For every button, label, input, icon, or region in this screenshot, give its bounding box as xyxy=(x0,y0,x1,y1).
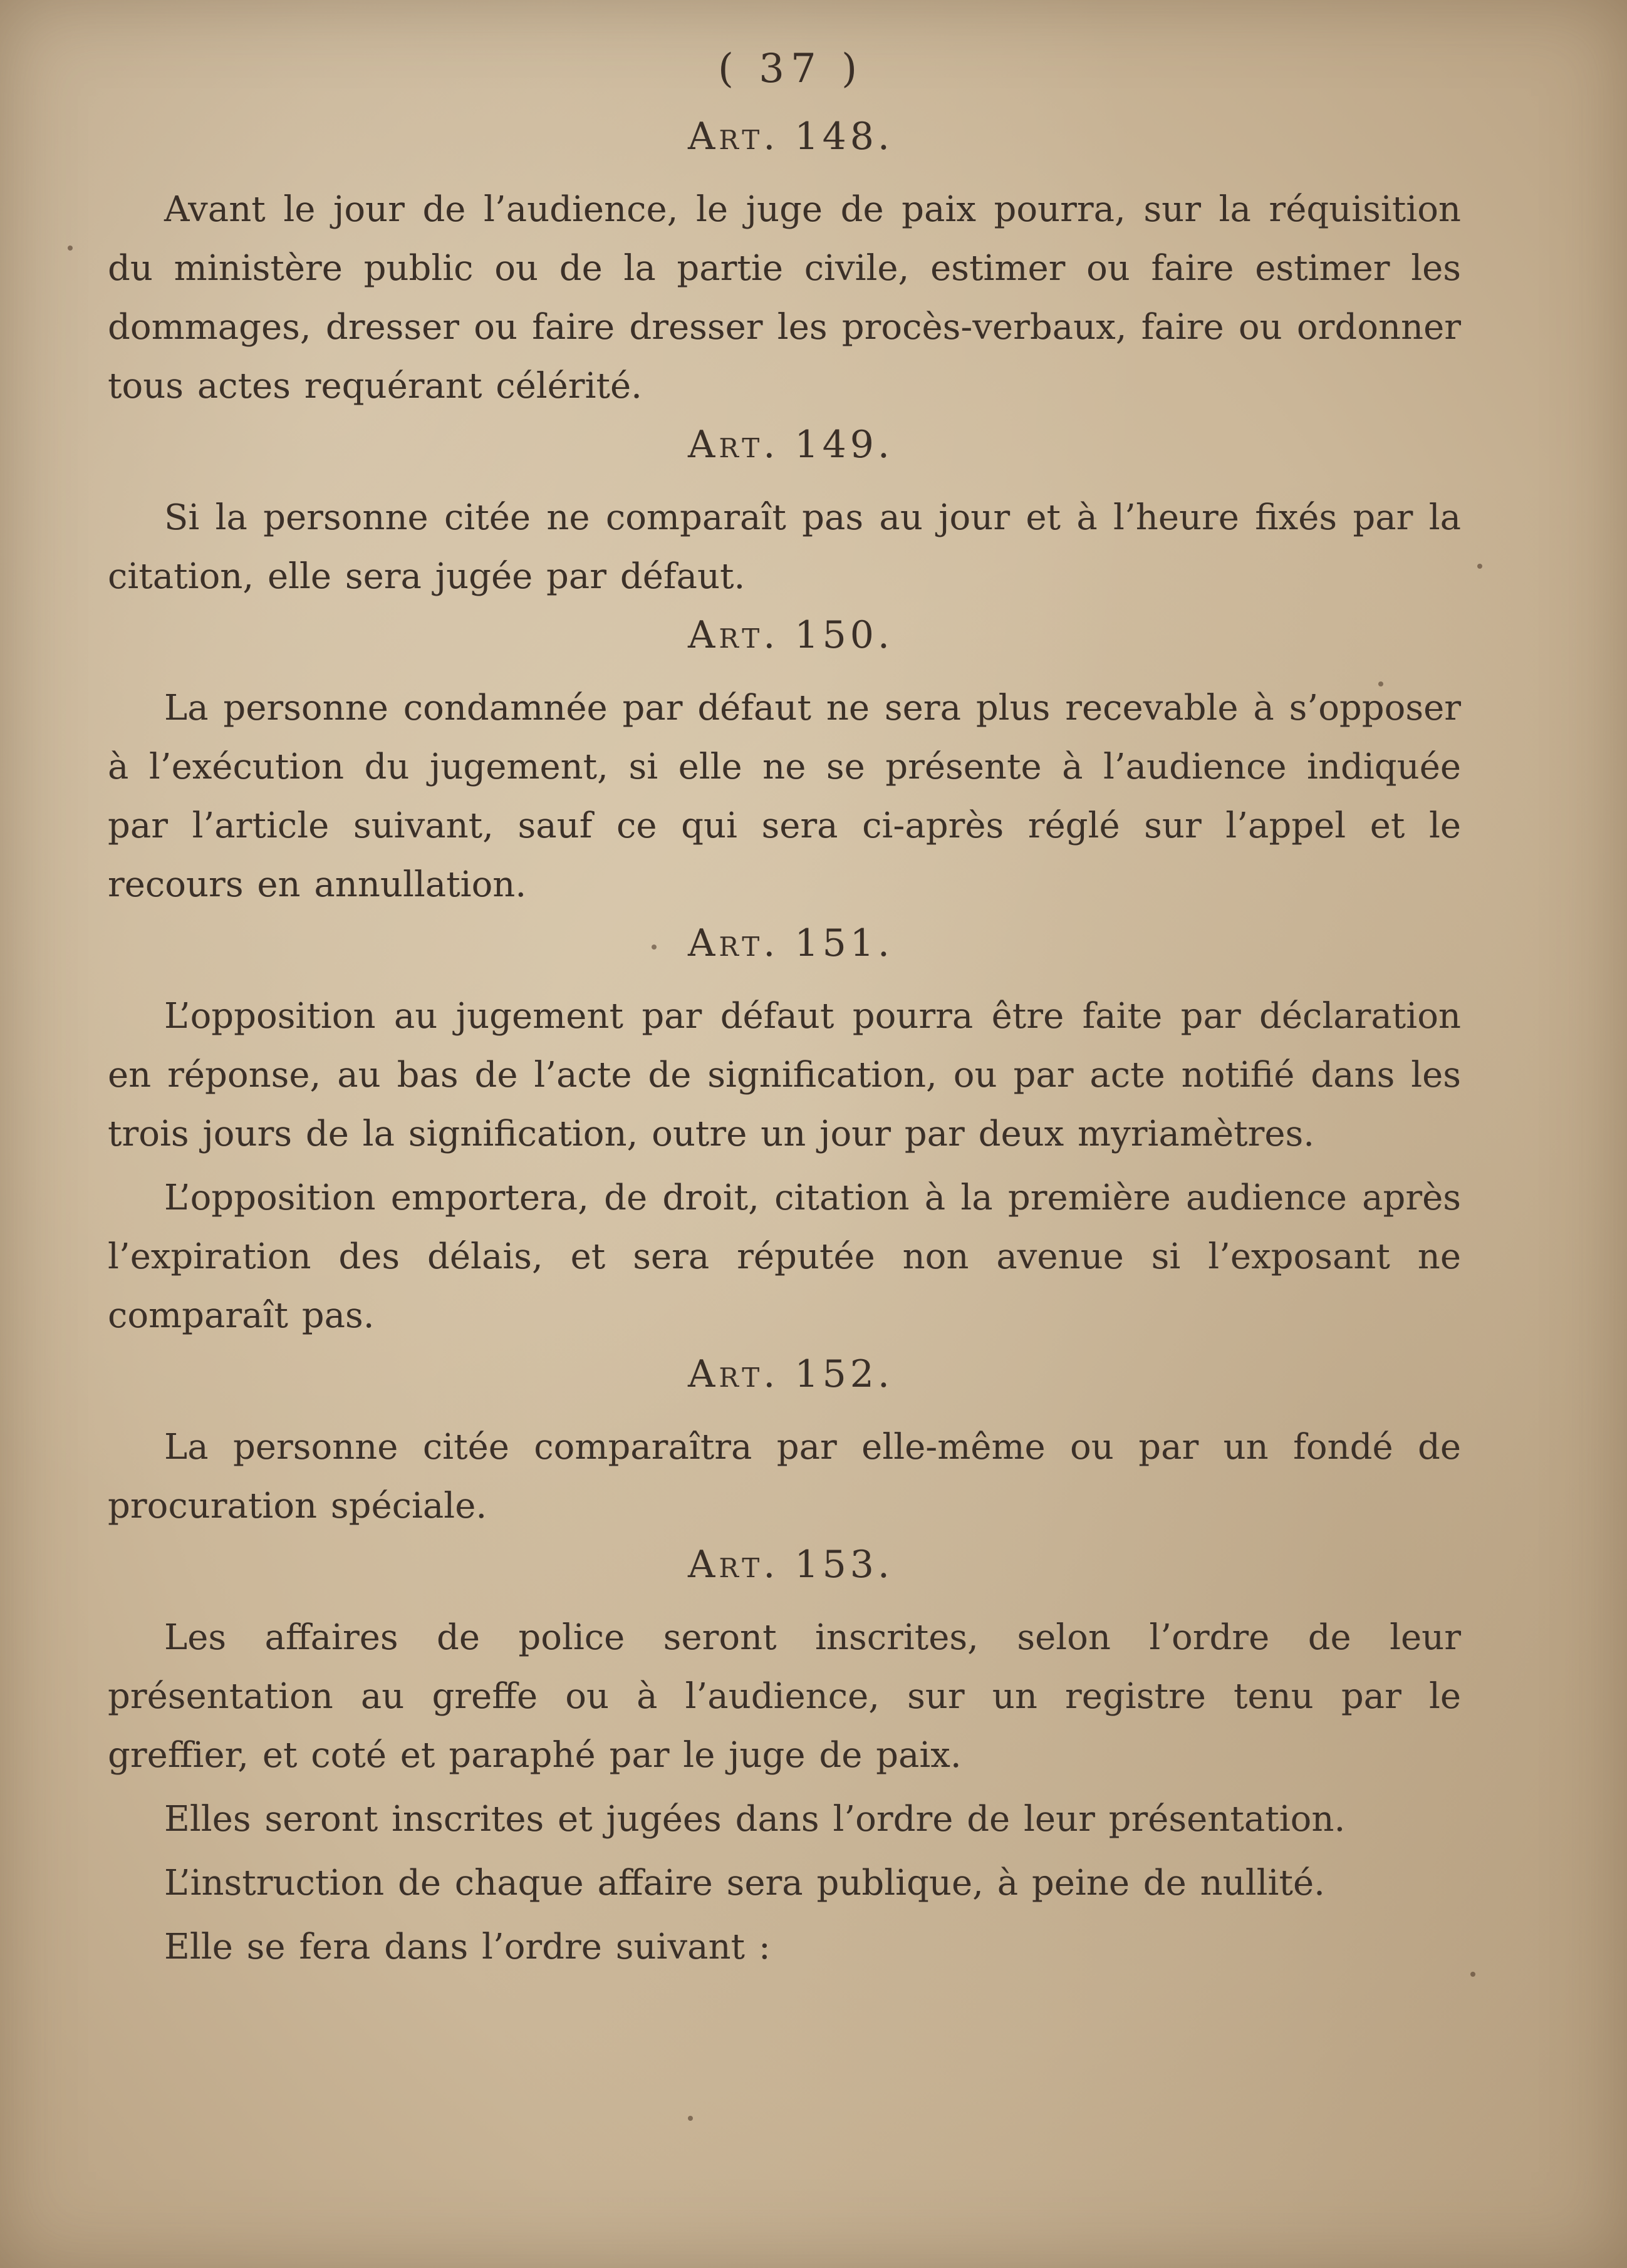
article-heading: Art. 149. xyxy=(688,423,893,467)
paper-speck xyxy=(688,2116,693,2121)
page-content xyxy=(108,46,1461,1983)
article-151 xyxy=(108,921,1461,1345)
article-paragraph: La personne citée comparaîtra par elle-même ou par un fondé de procuration spéciale. xyxy=(108,1427,1461,1526)
article-paragraph: La personne condamnée par défaut ne sera plus recevable à s’opposer à l’exécution du jugement, si elle ne se présente à l’audience indiquée par l’article suivant, sauf ce qui sera ci-après réglé sur l’appel et le recours en annullation. xyxy=(108,688,1461,905)
article-paragraph: Avant le jour de l’audience, le juge de paix pourra, sur la réquisition du ministère public ou de la partie civile, estimer ou faire estimer les dommages, dresser ou faire dresser les procès-verbaux, faire ou ordonner tous actes requérant célérité. xyxy=(108,189,1461,406)
article-heading: Art. 153. xyxy=(688,1543,893,1587)
article-paragraph: Les affaires de police seront inscrites, selon l’ordre de leur présentation au greffe ou à l’audience, sur un registre tenu par le greffier, et coté et paraphé par le juge de paix. xyxy=(108,1617,1461,1776)
article-heading: Art. 152. xyxy=(688,1352,893,1396)
article-heading: Art. 151. xyxy=(688,921,893,965)
article-150 xyxy=(108,613,1461,914)
article-152 xyxy=(108,1352,1461,1536)
article-149 xyxy=(108,422,1461,606)
article-paragraph: Si la personne citée ne comparaît pas au jour et à l’heure fixés par la citation, elle sera jugée par défaut. xyxy=(108,497,1461,597)
paper-speck xyxy=(68,246,73,251)
paper-speck xyxy=(1470,1972,1475,1977)
article-paragraph: Elle se fera dans l’ordre suivant : xyxy=(164,1927,771,1967)
article-paragraph: Elles seront inscrites et jugées dans l’ordre de leur présentation. xyxy=(164,1799,1346,1840)
paper-speck xyxy=(1477,564,1482,569)
article-paragraph: L’instruction de chaque affaire sera publique, à peine de nullité. xyxy=(164,1863,1325,1903)
article-heading: Art. 148. xyxy=(688,115,893,158)
article-paragraph: L’opposition emportera, de droit, citation à la première audience après l’expiration des délais, et sera réputée non avenue si l’exposant ne comparaît pas. xyxy=(108,1178,1461,1336)
article-148 xyxy=(108,114,1461,416)
page-number: ( 37 ) xyxy=(717,46,864,92)
article-paragraph: L’opposition au jugement par défaut pourra être faite par déclaration en réponse, au bas de l’acte de signification, ou par acte notifié dans les trois jours de la signification, outre un jour par deux myriamètres. xyxy=(108,996,1461,1154)
article-heading: Art. 150. xyxy=(688,613,893,657)
article-153 xyxy=(108,1542,1461,1977)
